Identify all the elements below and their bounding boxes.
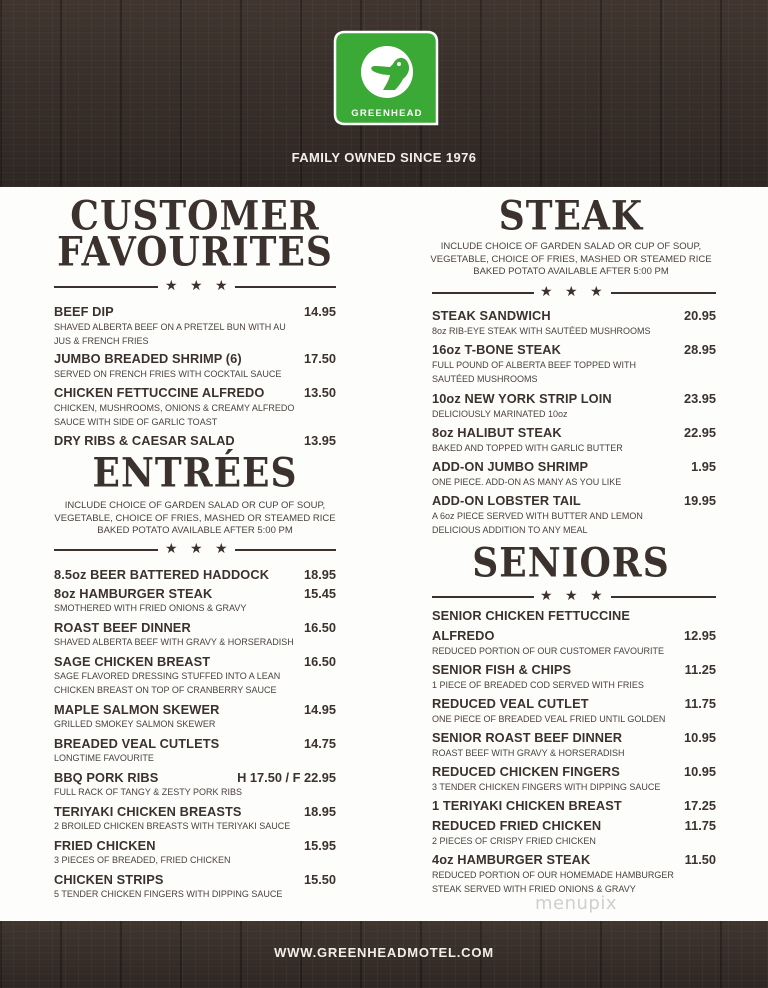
- divider-steak: [432, 283, 716, 300]
- item-price: 16.50: [303, 654, 336, 669]
- item-price: 12.95: [683, 628, 716, 643]
- item-price: 18.95: [303, 804, 336, 819]
- item-description: ONE PIECE. ADD-ON AS MANY AS YOU LIKE: [432, 477, 622, 487]
- item-price: 15.95: [303, 838, 336, 853]
- item-name: CHICKEN STRIPS: [54, 872, 164, 887]
- item-description: BAKED AND TOPPED WITH GARLIC BUTTER: [432, 443, 623, 453]
- divider-entrees: [54, 540, 336, 557]
- item-price: 17.25: [683, 798, 716, 813]
- star-icon: ★: [165, 277, 178, 293]
- item-name: ADD-ON LOBSTER TAIL: [432, 493, 581, 508]
- item-price: 13.50: [303, 385, 336, 400]
- item-price: H 17.50 / F 22.95: [237, 770, 336, 785]
- item-name: 1 TERIYAKI CHICKEN BREAST: [432, 798, 622, 813]
- tagline: FAMILY OWNED SINCE 1976: [291, 150, 477, 165]
- customer-favourites-title-line2: FAVOURITES: [57, 228, 333, 276]
- item-description: 8oz RIB-EYE STEAK WITH SAUTÉED MUSHROOMS: [432, 326, 651, 336]
- item-name: MAPLE SALMON SKEWER: [54, 702, 220, 717]
- item-description: GRILLED SMOKEY SALMON SKEWER: [54, 719, 216, 729]
- item-description: SERVED ON FRENCH FRIES WITH COCKTAIL SAUCE: [54, 369, 282, 379]
- star-icon: ★: [215, 540, 228, 556]
- item-price: 28.95: [683, 342, 716, 357]
- item-price: 11.50: [684, 852, 716, 867]
- item-name-continued: ALFREDO: [432, 628, 495, 643]
- star-icon: ★: [190, 540, 203, 556]
- item-description: FULL RACK OF TANGY & ZESTY PORK RIBS: [54, 787, 243, 797]
- star-icon: ★: [565, 283, 578, 299]
- item-description: SAGE FLAVORED DRESSING STUFFED INTO A LEAN: [54, 671, 281, 681]
- item-description: A 6oz PIECE SERVED WITH BUTTER AND LEMON: [432, 511, 643, 521]
- item-description: 5 TENDER CHICKEN FINGERS WITH DIPPING SAUCE: [54, 889, 283, 899]
- item-description: JUS & FRENCH FRIES: [54, 336, 149, 346]
- item-description: REDUCED PORTION OF OUR CUSTOMER FAVOURITE: [432, 646, 665, 656]
- item-name: SENIOR CHICKEN FETTUCCINE: [432, 608, 631, 623]
- item-price: 13.95: [303, 433, 336, 448]
- item-name: 8oz HALIBUT STEAK: [432, 425, 562, 440]
- steak-title: STEAK: [498, 192, 644, 240]
- item-name: 8.5oz BEER BATTERED HADDOCK: [54, 567, 270, 582]
- item-price: 11.25: [684, 662, 716, 677]
- entrees-title: ENTRÉES: [92, 449, 298, 497]
- item-description: STEAK SERVED WITH FRIED ONIONS & GRAVY: [432, 884, 636, 894]
- item-price: 15.50: [303, 872, 336, 887]
- svg-text:GREENHEAD: GREENHEAD: [351, 108, 423, 119]
- item-price: 14.95: [303, 304, 336, 319]
- item-name: FRIED CHICKEN: [54, 838, 156, 853]
- item-description: DELICIOUS ADDITION TO ANY MEAL: [432, 525, 588, 535]
- item-name: CHICKEN FETTUCCINE ALFREDO: [54, 385, 265, 400]
- item-description: 3 TENDER CHICKEN FINGERS WITH DIPPING SAUCE: [432, 782, 661, 792]
- item-price: 14.95: [303, 702, 336, 717]
- item-description: CHICKEN BREAST ON TOP OF CRANBERRY SAUCE: [54, 685, 277, 695]
- item-description: 1 PIECE OF BREADED COD SERVED WITH FRIES: [432, 680, 644, 690]
- item-description: 2 PIECES OF CRISPY FRIED CHICKEN: [432, 836, 596, 846]
- item-description: CHICKEN, MUSHROOMS, ONIONS & CREAMY ALFREDO: [54, 403, 295, 413]
- item-name: SENIOR FISH & CHIPS: [432, 662, 572, 677]
- item-description: 3 PIECES OF BREADED, FRIED CHICKEN: [54, 855, 231, 865]
- greenhead-logo: [331, 30, 439, 134]
- item-price: 19.95: [683, 493, 716, 508]
- steak-note: INCLUDE CHOICE OF GARDEN SALAD OR CUP OF SOUP, VEGETABLE, CHOICE OF FRIES, MASHED OR STEAMED RICE BAKED POTATO AVAILABLE AFTER 5:00 PM: [430, 241, 712, 277]
- watermark: menupix: [535, 893, 618, 914]
- item-name: ROAST BEEF DINNER: [54, 620, 191, 635]
- item-description: LONGTIME FAVOURITE: [54, 753, 154, 763]
- item-description: SHAVED ALBERTA BEEF ON A PRETZEL BUN WITH AU: [54, 322, 286, 332]
- divider-customer-favourites: [54, 277, 336, 294]
- item-description: REDUCED PORTION OF OUR HOMEMADE HAMBURGER: [432, 870, 674, 880]
- entrees-note: INCLUDE CHOICE OF GARDEN SALAD OR CUP OF SOUP, VEGETABLE, CHOICE OF FRIES, MASHED OR STEAMED RICE BAKED POTATO AVAILABLE AFTER 5:00 PM: [54, 500, 336, 536]
- star-icon: ★: [540, 283, 553, 299]
- item-description: SMOTHERED WITH FRIED ONIONS & GRAVY: [54, 603, 247, 613]
- star-icon: ★: [540, 587, 553, 603]
- item-description: ONE PIECE OF BREADED VEAL FRIED UNTIL GOLDEN: [432, 714, 666, 724]
- item-name: 8oz HAMBURGER STEAK: [54, 586, 213, 601]
- item-description: SHAVED ALBERTA BEEF WITH GRAVY & HORSERADISH: [54, 637, 294, 647]
- item-name: REDUCED VEAL CUTLET: [432, 696, 589, 711]
- item-description: DELICIOUSLY MARINATED 10oz: [432, 409, 568, 419]
- item-name: ADD-ON JUMBO SHRIMP: [432, 459, 589, 474]
- item-price: 17.50: [303, 351, 336, 366]
- item-name: BREADED VEAL CUTLETS: [54, 736, 220, 751]
- item-name: 10oz NEW YORK STRIP LOIN: [432, 391, 612, 406]
- item-name: BEEF DIP: [54, 304, 114, 319]
- item-price: 11.75: [684, 696, 716, 711]
- item-name: BBQ PORK RIBS: [54, 770, 159, 785]
- item-price: 20.95: [683, 308, 716, 323]
- item-price: 1.95: [691, 459, 716, 474]
- item-name: STEAK SANDWICH: [432, 308, 551, 323]
- divider-seniors: [432, 587, 716, 604]
- star-icon: ★: [165, 540, 178, 556]
- item-description: SAUCE WITH SIDE OF GARLIC TOAST: [54, 417, 218, 427]
- star-icon: ★: [565, 587, 578, 603]
- item-name: JUMBO BREADED SHRIMP (6): [54, 351, 242, 366]
- item-price: 15.45: [303, 586, 336, 601]
- item-description: 2 BROILED CHICKEN BREASTS WITH TERIYAKI SAUCE: [54, 821, 291, 831]
- item-description: ROAST BEEF WITH GRAVY & HORSERADISH: [432, 748, 625, 758]
- star-icon: ★: [190, 277, 203, 293]
- star-icon: ★: [590, 587, 603, 603]
- item-name: REDUCED CHICKEN FINGERS: [432, 764, 620, 779]
- item-name: DRY RIBS & CAESAR SALAD: [54, 433, 235, 448]
- item-price: 22.95: [683, 425, 716, 440]
- item-name: 16oz T-BONE STEAK: [432, 342, 561, 357]
- item-name: SAGE CHICKEN BREAST: [54, 654, 211, 669]
- item-price: 16.50: [303, 620, 336, 635]
- item-price: 10.95: [683, 730, 716, 745]
- star-icon: ★: [215, 277, 228, 293]
- item-name: SENIOR ROAST BEEF DINNER: [432, 730, 623, 745]
- item-name: REDUCED FRIED CHICKEN: [432, 818, 602, 833]
- item-name: TERIYAKI CHICKEN BREASTS: [54, 804, 242, 819]
- item-price: 11.75: [684, 818, 716, 833]
- item-price: 14.75: [303, 736, 336, 751]
- customer-favourites-title-line1: CUSTOMER: [70, 192, 320, 240]
- item-description: SAUTÉED MUSHROOMS: [432, 374, 538, 384]
- seniors-title: SENIORS: [472, 539, 670, 587]
- item-price: 23.95: [683, 391, 716, 406]
- website-link[interactable]: WWW.GREENHEADMOTEL.COM: [274, 945, 494, 960]
- item-name: 4oz HAMBURGER STEAK: [432, 852, 591, 867]
- star-icon: ★: [590, 283, 603, 299]
- item-price: 10.95: [683, 764, 716, 779]
- item-description: FULL POUND OF ALBERTA BEEF TOPPED WITH: [432, 360, 637, 370]
- item-price: 18.95: [303, 567, 336, 582]
